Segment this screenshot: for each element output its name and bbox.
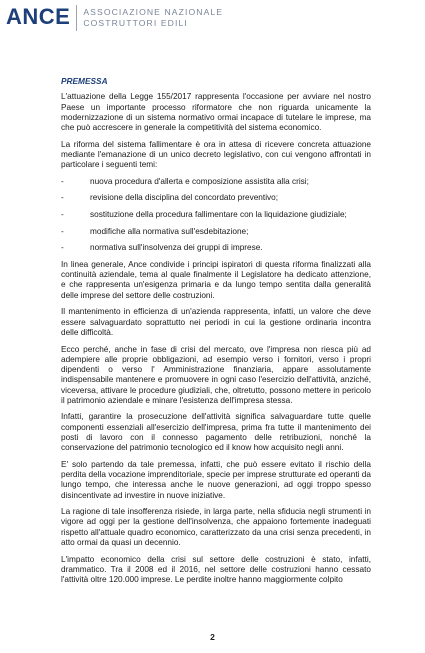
page-number: 2	[210, 632, 215, 642]
header-divider	[76, 5, 77, 31]
paragraph: L'impatto economico della crisi sul settore delle costruzioni è stato, infatti, drammatico. Tra il 2008 ed il 2016, nel settore delle costruzioni hanno cessato l'attività oltre 120.000 imprese. Le perdite inoltre hanno maggiormente colpito	[61, 554, 371, 585]
list-item-text: nuova procedura d'allerta e composizione assistita alla crisi;	[90, 176, 309, 186]
list-item-text: revisione della disciplina del concordato preventivo;	[90, 193, 279, 203]
association-name	[83, 3, 223, 29]
bullet-dash: -	[61, 176, 64, 186]
bullet-dash: -	[61, 226, 64, 236]
list-item	[61, 227, 371, 237]
list-item-text: sostituzione della procedura fallimentare con la liquidazione giudiziale;	[90, 210, 347, 220]
paragraph: La ragione di tale insofferenza risiede, in larga parte, nella sfiducia negli strumenti in vigore ad oggi per la gestione dell'insolvenza, che appaiono fortemente inadeguati rispetto all'attuale quadro economico, caratterizzato da una crisi senza precedenti, in atto ormai da quasi un decennio.	[61, 507, 371, 547]
bullet-dash: -	[61, 243, 64, 253]
paragraph: E' solo partendo da tale premessa, infatti, che può essere evitato il rischio della perdita della vocazione imprenditoriale, specie per imprese strutturate ed operanti da lungo tempo, che interessa anche le nuove generazioni, ad oggi troppo spesso disincentivate ad investire in nuove iniziative.	[61, 459, 371, 500]
page-header	[6, 3, 223, 31]
list-item	[61, 193, 371, 203]
bullet-dash: -	[61, 193, 64, 203]
paragraph: Il mantenimento in efficienza di un'azienda rappresenta, infatti, un valore che deve essere salvaguardato soprattutto nei periodi in cui la gestione ordinaria incontra delle difficoltà.	[61, 307, 371, 337]
list-item	[61, 210, 371, 220]
ance-logo: ANCE	[6, 4, 71, 29]
association-name-line1: ASSOCIAZIONE NAZIONALE	[83, 7, 224, 17]
list-item	[61, 177, 371, 187]
list-item-text: modifiche alla normativa sull'esdebitazione;	[90, 226, 249, 236]
paragraph: Infatti, garantire la prosecuzione dell'attività significa salvaguardare tutte quelle componenti essenziali all'esercizio dell'impresa, prima fra tutte il mantenimento dei posti di lavoro con il connesso pagamento delle retribuzioni, nonché la conservazione del patrimonio tecnologico ed il know how acquisito negli anni.	[61, 412, 371, 453]
paragraph: La riforma del sistema fallimentare è ora in attesa di ricevere concreta attuazione mediante l'emanazione di un unico decreto legislativo, con cui vengono affrontati in particolare i seguenti temi:	[61, 139, 371, 170]
list-item-text: normativa sull'insolvenza dei gruppi di imprese.	[90, 243, 263, 253]
paragraph: Ecco perché, anche in fase di crisi del mercato, ove l'impresa non riesca più ad adempiere alle proprie obbligazioni, ad esempio verso i fornitori, verso i propri dipendenti o verso l' Amministrazione finanziaria, appare assolutamente indispensabile mantenere e promuovere in ogni caso l'esercizio dell'attività, anziché, viceversa, attivare le procedure giudiziali, che, oltretutto, possono mettere in pericolo il patrimonio aziendale e minare l'esistenza dell'impresa stessa.	[61, 344, 371, 405]
section-title: PREMESSA	[61, 76, 108, 86]
document-body	[61, 76, 371, 592]
paragraph: L'attuazione della Legge 155/2017 rappresenta l'occasione per avviare nel nostro Paese un importante processo riformatore che non riguarda unicamente la modernizzazione di un sistema normativo ormai incapace di tutelare le imprese, ma che può accrescere in generale la competitività del sistema economico.	[61, 92, 371, 132]
topics-list	[61, 177, 371, 254]
paragraph: In linea generale, Ance condivide i principi ispiratori di questa riforma finalizzati alla continuità aziendale, tema al quale finalmente il Legislatore ha dedicato attenzione, e che rappresenta un'esigenza primaria e da lungo tempo sentita dalla generalità delle imprese del settore delle costruzioni.	[61, 259, 371, 300]
list-item	[61, 243, 371, 253]
bullet-dash: -	[61, 210, 64, 220]
association-name-line2: COSTRUTTORI EDILI	[83, 18, 188, 28]
